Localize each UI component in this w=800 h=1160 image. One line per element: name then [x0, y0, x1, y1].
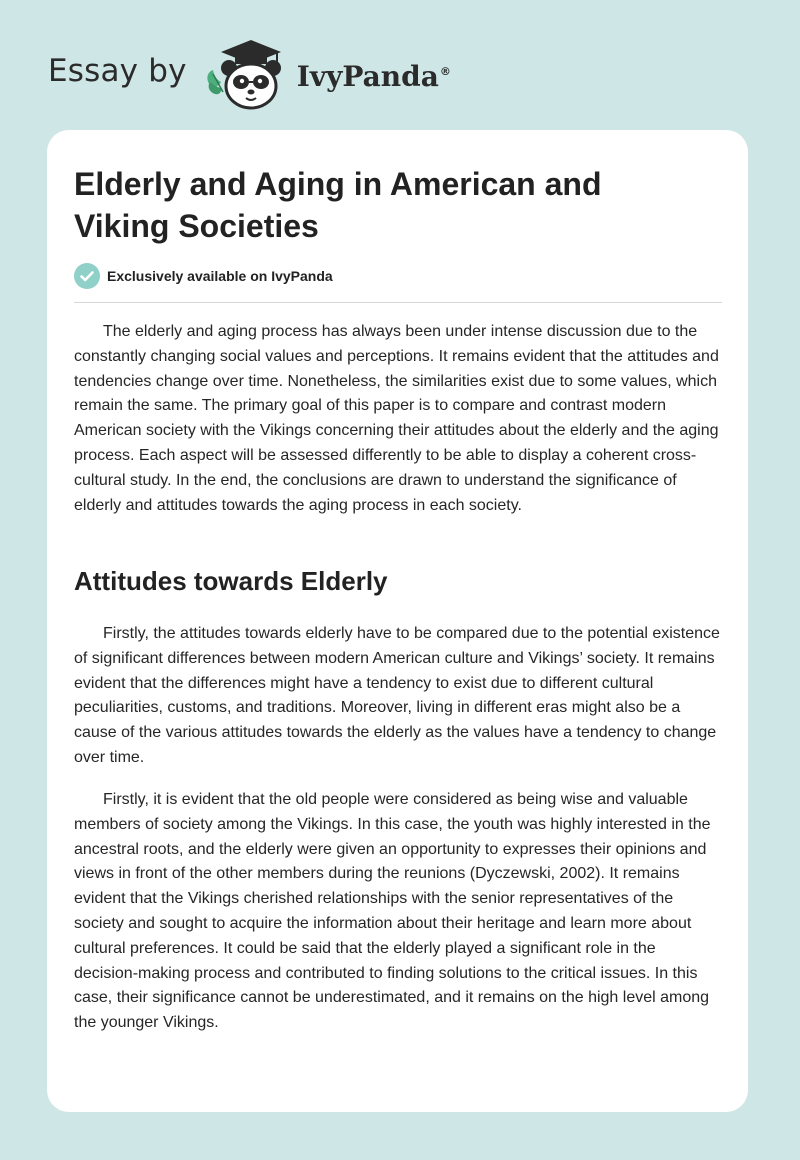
- ivy-leaf-icon: [207, 70, 223, 94]
- essay-title: Elderly and Aging in American and Viking Societies: [74, 166, 602, 244]
- essay-card: [47, 130, 748, 1112]
- brand-name[interactable]: [297, 60, 451, 93]
- brand-name-text: IvyPanda: [296, 59, 439, 93]
- site-header: [48, 34, 451, 114]
- check-circle-icon: [74, 263, 100, 289]
- intro-paragraph: The elderly and aging process has always been under intense discussion due to the constantly changing social values and perceptions. It remains evident that the attitudes and tendencies change over time. Nonetheless, the similarities exist due to some values, which remain the same. The primary goal of this paper is to compare and contrast modern American society with the Vikings concerning their attitudes about the elderly and the aging process. Each aspect will be assessed differently to be able to display a coherent cross-cultural study. In the end, the conclusions are drawn to understand the significance of elderly and attitudes towards the aging process in each society.: [74, 323, 719, 514]
- section-heading: Attitudes towards Elderly: [74, 566, 388, 596]
- exclusive-badge: [74, 263, 333, 289]
- body-paragraph: Firstly, the attitudes towards elderly have to be compared due to the potential existence of significant differences between modern American culture and Vikings’ society. It remains evident that the differences might have a tendency to exist due to different cultural peculiarities, customs, and traditions. Moreover, living in different eras might also be a cause of the various attitudes towards the elderly as the values have a tendency to change over time.: [74, 625, 720, 766]
- body-paragraph: Firstly, it is evident that the old people were considered as being wise and valuable members of society among the Vikings. In this case, the youth was highly interested in the ancestral roots, and the elderly were given an opportunity to expresses their opinions and views in front of the other members during the reunions (Dyczewski, 2002). It remains evident that the Vikings cherished relationships with the senior representatives of the society and sought to acquire the information about their heritage and learn more about cultural preferences. It could be said that the elderly played a significant role in the decision-making process and contributed to finding solutions to the critical issues. In this case, their significance cannot be underestimated, and it remains on the high level among the younger Vikings.: [74, 791, 711, 1032]
- badge-label: Exclusively available on IvyPanda: [107, 268, 333, 284]
- divider: [74, 302, 722, 303]
- brand-prefix: Essay by: [48, 53, 187, 89]
- registered-mark: ®: [439, 65, 451, 79]
- panda-logo-icon[interactable]: [201, 34, 297, 114]
